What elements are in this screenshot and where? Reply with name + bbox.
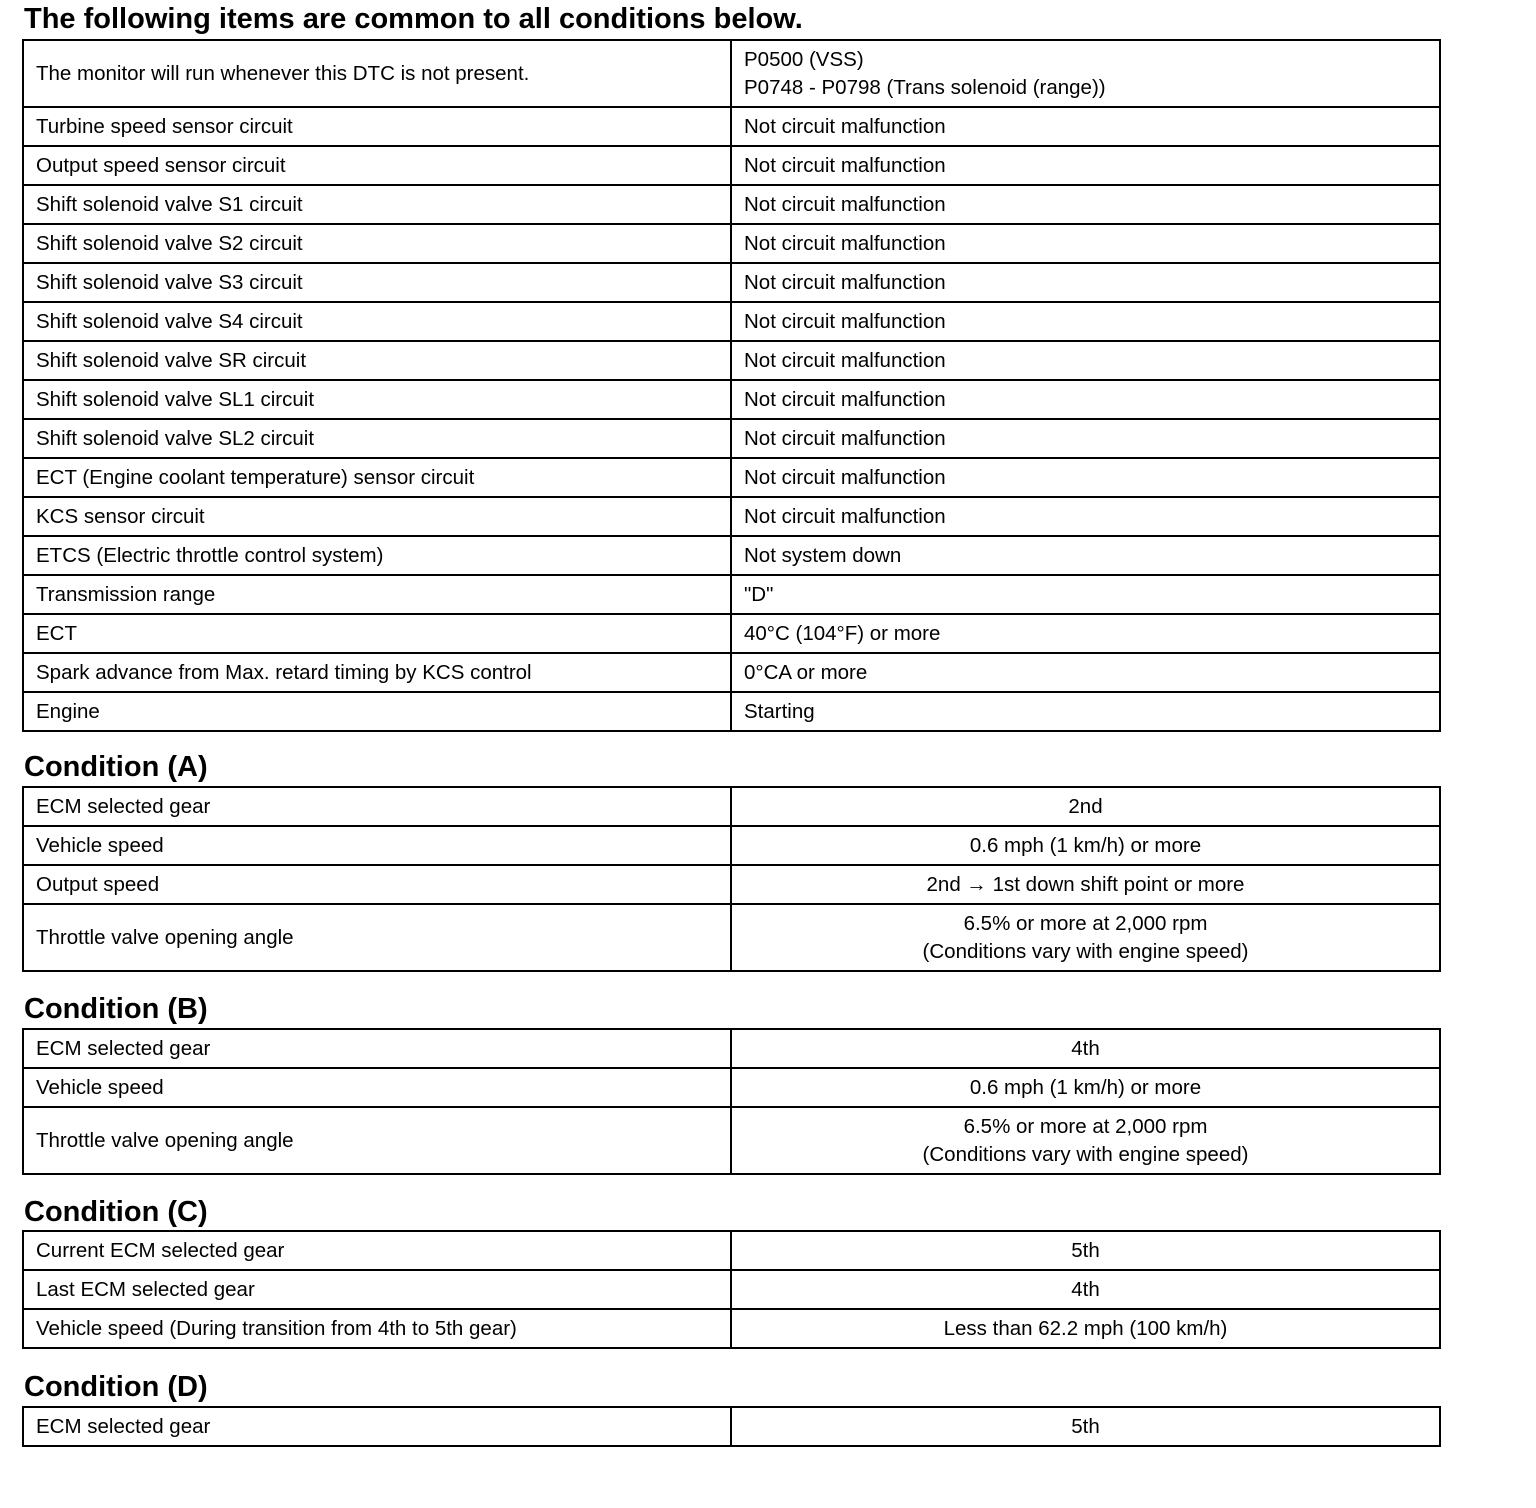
value-cell: Not circuit malfunction <box>731 380 1440 419</box>
table-row <box>23 614 1440 653</box>
value-line: 6.5% or more at 2,000 rpm <box>963 911 1208 935</box>
item-cell: Last ECM selected gear <box>23 1270 731 1309</box>
table-row <box>23 787 1440 826</box>
value-cell: 40°C (104°F) or more <box>731 614 1440 653</box>
item-cell: Spark advance from Max. retard timing by KCS control <box>23 653 731 692</box>
table-body <box>23 1231 1440 1348</box>
item-cell: Shift solenoid valve S3 circuit <box>23 263 731 302</box>
table-body <box>23 40 1440 731</box>
value-line: (Conditions vary with engine speed) <box>922 1142 1249 1166</box>
table-row <box>23 302 1440 341</box>
table-row <box>23 826 1440 865</box>
value-cell: 0.6 mph (1 km/h) or more <box>731 1068 1440 1107</box>
value-cell: Not circuit malfunction <box>731 302 1440 341</box>
condition-c-title: Condition (C) <box>24 1196 208 1228</box>
value-cell: Not circuit malfunction <box>731 146 1440 185</box>
value-cell: Less than 62.2 mph (100 km/h) <box>731 1309 1440 1348</box>
value-cell: "D" <box>731 575 1440 614</box>
condition-c-table <box>22 1230 1441 1349</box>
item-cell: ECT (Engine coolant temperature) sensor circuit <box>23 458 731 497</box>
item-cell: Current ECM selected gear <box>23 1231 731 1270</box>
item-cell: Vehicle speed (During transition from 4th to 5th gear) <box>23 1309 731 1348</box>
table-row <box>23 904 1440 971</box>
table-row <box>23 536 1440 575</box>
item-cell: ECM selected gear <box>23 1029 731 1068</box>
table-row <box>23 263 1440 302</box>
value-cell: 2nd → 1st down shift point or more <box>731 865 1440 904</box>
table-row <box>23 1231 1440 1270</box>
item-cell: Shift solenoid valve S4 circuit <box>23 302 731 341</box>
item-cell: Shift solenoid valve SR circuit <box>23 341 731 380</box>
item-cell: Shift solenoid valve S1 circuit <box>23 185 731 224</box>
table-row <box>23 497 1440 536</box>
table-row <box>23 419 1440 458</box>
item-cell: Throttle valve opening angle <box>23 904 731 971</box>
table-body <box>23 1029 1440 1174</box>
value-cell <box>731 40 1440 107</box>
item-cell: Shift solenoid valve SL1 circuit <box>23 380 731 419</box>
condition-d-title: Condition (D) <box>24 1371 208 1403</box>
item-cell: Output speed <box>23 865 731 904</box>
table-row <box>23 458 1440 497</box>
table-row <box>23 692 1440 731</box>
condition-b-table <box>22 1028 1441 1175</box>
item-cell: Vehicle speed <box>23 826 731 865</box>
item-cell: ECM selected gear <box>23 787 731 826</box>
item-cell: Throttle valve opening angle <box>23 1107 731 1174</box>
table-row <box>23 380 1440 419</box>
value-cell: Not circuit malfunction <box>731 458 1440 497</box>
item-cell: ETCS (Electric throttle control system) <box>23 536 731 575</box>
table-row <box>23 1107 1440 1174</box>
table-body <box>23 1407 1440 1446</box>
value-cell: 4th <box>731 1029 1440 1068</box>
table-row <box>23 865 1440 904</box>
value-cell: 2nd <box>731 787 1440 826</box>
value-cell: Starting <box>731 692 1440 731</box>
value-cell: 5th <box>731 1407 1440 1446</box>
value-cell: Not circuit malfunction <box>731 341 1440 380</box>
table-row <box>23 1029 1440 1068</box>
table-row <box>23 1270 1440 1309</box>
item-cell: KCS sensor circuit <box>23 497 731 536</box>
table-row <box>23 1068 1440 1107</box>
value-cell: Not circuit malfunction <box>731 224 1440 263</box>
condition-d-table <box>22 1406 1441 1447</box>
table-row <box>23 1309 1440 1348</box>
table-row <box>23 146 1440 185</box>
table-body <box>23 787 1440 971</box>
value-line: 6.5% or more at 2,000 rpm <box>963 1114 1208 1138</box>
value-line: (Conditions vary with engine speed) <box>922 939 1249 963</box>
value-cell: Not system down <box>731 536 1440 575</box>
table-row <box>23 185 1440 224</box>
value-line: P0500 (VSS) <box>744 47 864 71</box>
item-cell: Vehicle speed <box>23 1068 731 1107</box>
value-cell: 5th <box>731 1231 1440 1270</box>
value-cell: Not circuit malfunction <box>731 263 1440 302</box>
value-cell: Not circuit malfunction <box>731 497 1440 536</box>
value-cell: Not circuit malfunction <box>731 185 1440 224</box>
item-cell: Turbine speed sensor circuit <box>23 107 731 146</box>
table-row <box>23 224 1440 263</box>
common-conditions-table <box>22 39 1441 732</box>
value-line: P0748 - P0798 (Trans solenoid (range)) <box>744 75 1106 99</box>
item-cell: Engine <box>23 692 731 731</box>
item-cell: Transmission range <box>23 575 731 614</box>
value-cell: Not circuit malfunction <box>731 419 1440 458</box>
value-cell: 0.6 mph (1 km/h) or more <box>731 826 1440 865</box>
condition-a-table <box>22 786 1441 972</box>
item-cell: ECT <box>23 614 731 653</box>
table-row <box>23 1407 1440 1446</box>
table-row <box>23 575 1440 614</box>
item-cell: Shift solenoid valve SL2 circuit <box>23 419 731 458</box>
table-row <box>23 341 1440 380</box>
item-cell: Shift solenoid valve S2 circuit <box>23 224 731 263</box>
table-row <box>23 653 1440 692</box>
item-cell: ECM selected gear <box>23 1407 731 1446</box>
table-row <box>23 40 1440 107</box>
common-section-title: The following items are common to all conditions below. <box>24 3 803 35</box>
condition-b-title: Condition (B) <box>24 993 208 1025</box>
value-cell <box>731 1107 1440 1174</box>
value-cell: 0°CA or more <box>731 653 1440 692</box>
table-row <box>23 107 1440 146</box>
item-cell: Output speed sensor circuit <box>23 146 731 185</box>
value-cell: 4th <box>731 1270 1440 1309</box>
condition-a-title: Condition (A) <box>24 751 208 783</box>
value-cell <box>731 904 1440 971</box>
item-cell: The monitor will run whenever this DTC is not present. <box>23 40 731 107</box>
value-cell: Not circuit malfunction <box>731 107 1440 146</box>
